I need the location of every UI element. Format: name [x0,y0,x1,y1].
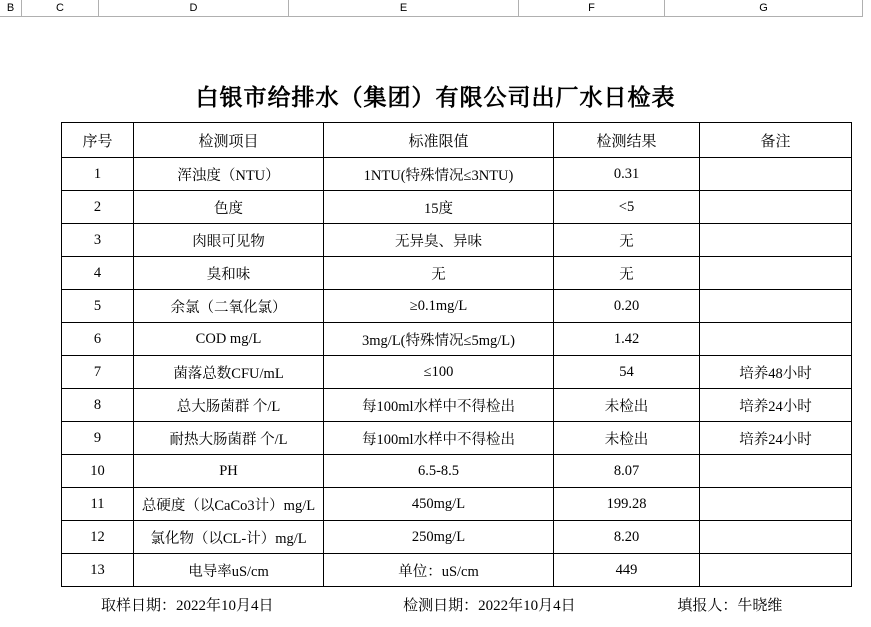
header-cell-remark: 备注 [700,123,852,158]
table-header-row [62,123,852,158]
cell-remark [700,257,852,290]
report-table [61,122,852,587]
cell-no: 9 [62,422,134,455]
table-row [62,422,852,455]
table-row [62,158,852,191]
cell-item: 色度 [134,191,324,224]
cell-limit: 无异臭、异味 [324,224,554,257]
cell-limit: 每100ml水样中不得检出 [324,422,554,455]
cell-no: 8 [62,389,134,422]
cell-item: PH [134,455,324,488]
cell-remark [700,488,852,521]
cell-remark: 培养24小时 [700,422,852,455]
cell-limit: 3mg/L(特殊情况≤5mg/L) [324,323,554,356]
table-row [62,521,852,554]
cell-item: 总硬度（以CaCo3计）mg/L [134,488,324,521]
cell-result: 199.28 [554,488,700,521]
header-cell-item: 检测项目 [134,123,324,158]
cell-no: 6 [62,323,134,356]
cell-item: 臭和味 [134,257,324,290]
cell-limit: ≥0.1mg/L [324,290,554,323]
cell-no: 4 [62,257,134,290]
table-row [62,224,852,257]
table-row [62,389,852,422]
cell-remark [700,191,852,224]
cell-no: 5 [62,290,134,323]
cell-result: 1.42 [554,323,700,356]
header-cell-limit: 标准限值 [324,123,554,158]
cell-result: 449 [554,554,700,587]
cell-item: 氯化物（以CL-计）mg/L [134,521,324,554]
cell-remark [700,554,852,587]
cell-limit: 6.5-8.5 [324,455,554,488]
cell-no: 1 [62,158,134,191]
cell-result: 0.20 [554,290,700,323]
cell-remark [700,323,852,356]
cell-result: 8.20 [554,521,700,554]
sheet-body [0,17,871,627]
table-row [62,323,852,356]
cell-limit: 单位：uS/cm [324,554,554,587]
column-header-e[interactable]: E [289,0,519,16]
cell-result: 无 [554,257,700,290]
cell-remark [700,224,852,257]
cell-result: <5 [554,191,700,224]
sampling-date: 取样日期：2022年10月4日 [101,597,274,614]
cell-item: 浑浊度（NTU） [134,158,324,191]
cell-item: 电导率uS/cm [134,554,324,587]
table-row [62,356,852,389]
cell-remark [700,158,852,191]
table-row [62,290,852,323]
right-gutter [863,0,871,627]
cell-no: 13 [62,554,134,587]
table-row [62,488,852,521]
column-header-b[interactable]: B [0,0,22,16]
cell-item: COD mg/L [134,323,324,356]
reporter: 填报人：牛晓维 [677,597,783,614]
cell-remark [700,290,852,323]
cell-limit: 每100ml水样中不得检出 [324,389,554,422]
cell-remark: 培养24小时 [700,389,852,422]
page-title: 白银市给排水（集团）有限公司出厂水日检表 [195,85,676,110]
column-header-c[interactable]: C [22,0,99,16]
cell-result: 8.07 [554,455,700,488]
footer-row [61,592,851,616]
cell-limit: 无 [324,257,554,290]
cell-item: 总大肠菌群 个/L [134,389,324,422]
cell-limit: ≤100 [324,356,554,389]
cell-item: 肉眼可见物 [134,224,324,257]
cell-limit: 450mg/L [324,488,554,521]
cell-remark [700,455,852,488]
header-cell-result: 检测结果 [554,123,700,158]
spreadsheet-column-headers [0,0,871,17]
cell-result: 无 [554,224,700,257]
cell-limit: 250mg/L [324,521,554,554]
cell-limit: 1NTU(特殊情况≤3NTU) [324,158,554,191]
cell-remark: 培养48小时 [700,356,852,389]
table-row [62,191,852,224]
cell-no: 12 [62,521,134,554]
table-row [62,455,852,488]
cell-no: 3 [62,224,134,257]
testing-date: 检测日期：2022年10月4日 [403,597,576,614]
column-header-f[interactable]: F [519,0,665,16]
table-row [62,257,852,290]
cell-no: 7 [62,356,134,389]
column-header-g[interactable]: G [665,0,863,16]
cell-limit: 15度 [324,191,554,224]
cell-item: 菌落总数CFU/mL [134,356,324,389]
cell-result: 0.31 [554,158,700,191]
cell-result: 未检出 [554,422,700,455]
cell-no: 2 [62,191,134,224]
table-row [62,554,852,587]
cell-no: 11 [62,488,134,521]
cell-item: 余氯（二氧化氯） [134,290,324,323]
cell-item: 耐热大肠菌群 个/L [134,422,324,455]
cell-no: 10 [62,455,134,488]
column-header-d[interactable]: D [99,0,289,16]
cell-result: 54 [554,356,700,389]
cell-result: 未检出 [554,389,700,422]
header-cell-no: 序号 [62,123,134,158]
cell-remark [700,521,852,554]
